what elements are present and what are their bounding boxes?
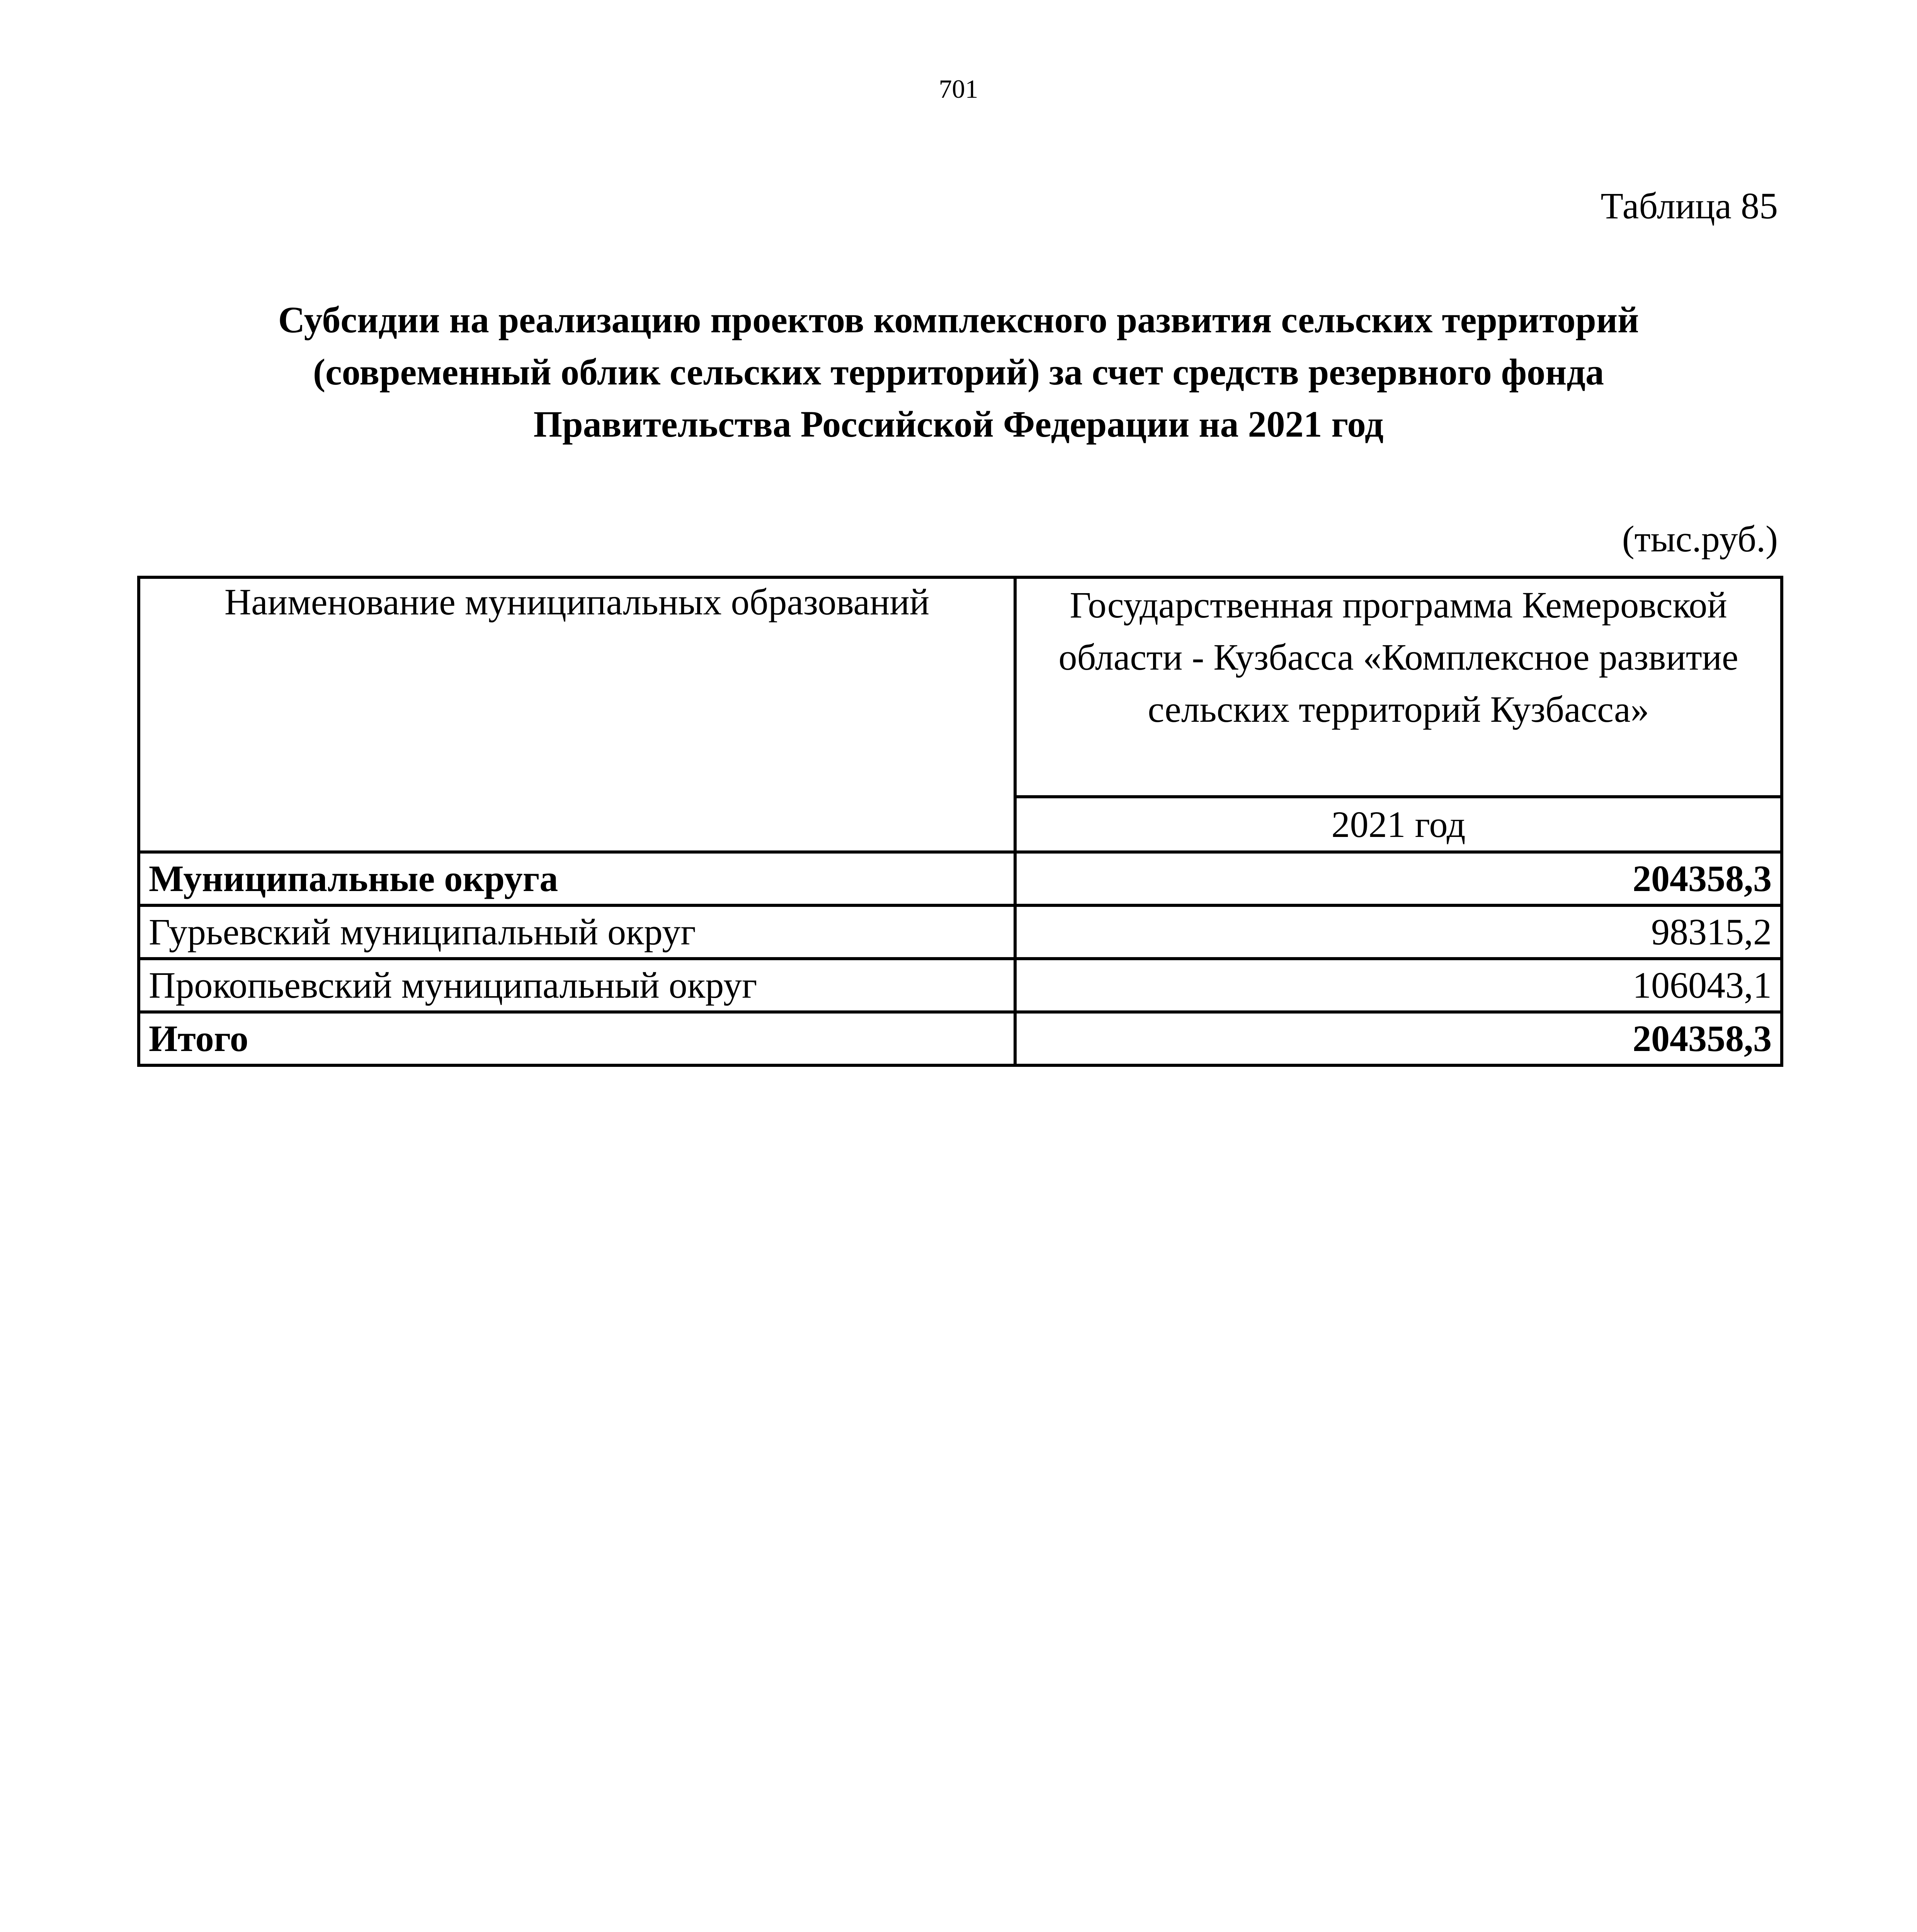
row-name: Гурьевский муниципальный округ — [139, 905, 1015, 959]
title-line: Субсидии на реализацию проектов комплексного развития сельских территорий — [278, 299, 1639, 340]
row-name: Прокопьевский муниципальный округ — [139, 959, 1015, 1012]
subsidies-table — [137, 576, 1783, 1067]
table-label: Таблица 85 — [1601, 185, 1778, 226]
row-value: 98315,2 — [1015, 905, 1782, 959]
municipality-name-header: Наименование муниципальных образований — [139, 577, 1015, 852]
title-line: (современный облик сельских территорий) за счет средств резервного фонда — [313, 351, 1604, 393]
program-header: Государственная программа Кемеровской области - Кузбасса «Комплексное развитие сельских территорий Кузбасса» — [1015, 577, 1782, 797]
table-row — [139, 852, 1782, 905]
title-line: Правительства Российской Федерации на 2021 год — [533, 403, 1384, 445]
total-row — [139, 1012, 1782, 1065]
table-row — [139, 905, 1782, 959]
row-name: Итого — [139, 1012, 1015, 1065]
units-label: (тыс.руб.) — [1622, 518, 1778, 560]
row-value: 106043,1 — [1015, 959, 1782, 1012]
header-row — [139, 577, 1782, 797]
row-name: Муниципальные округа — [139, 852, 1015, 905]
table-row — [139, 959, 1782, 1012]
year-header: 2021 год — [1015, 797, 1782, 852]
row-value: 204358,3 — [1015, 852, 1782, 905]
page-number: 701 — [939, 74, 978, 104]
document-title — [139, 294, 1778, 450]
row-value: 204358,3 — [1015, 1012, 1782, 1065]
